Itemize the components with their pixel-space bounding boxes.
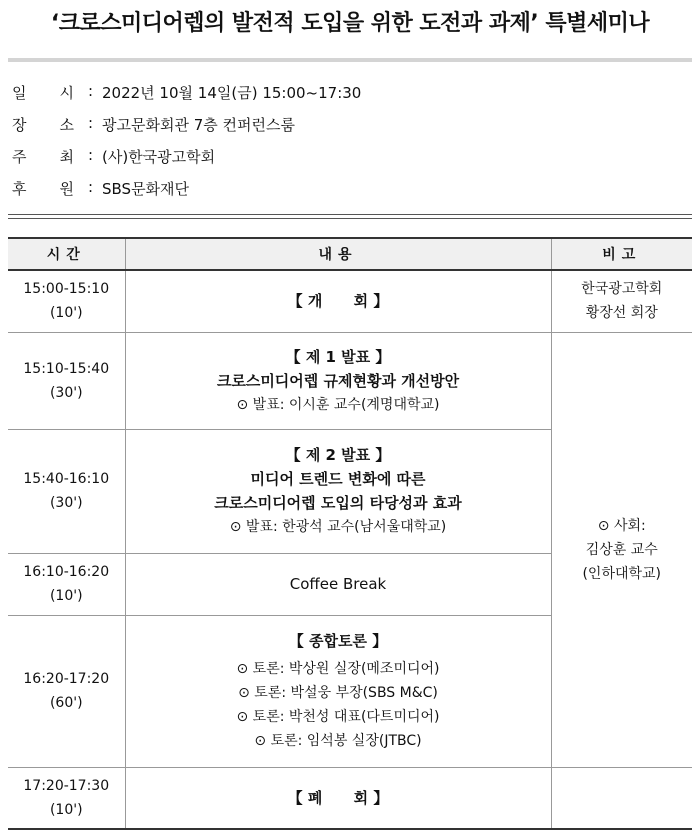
- time-range: 16:20-17:20: [23, 671, 110, 687]
- info-label: 소: [59, 116, 74, 134]
- panelist: ⊙ 토론: 박설웅 부장(SBS M&C): [238, 685, 438, 701]
- duration: (60'): [49, 695, 83, 711]
- note-line: 한국광고학회: [581, 281, 663, 298]
- info-label: 후: [12, 180, 27, 198]
- content-cell: [125, 553, 551, 615]
- info-label: 장: [12, 116, 27, 134]
- table-row: [8, 767, 692, 829]
- table-row: [8, 332, 692, 429]
- info-row-venue: [12, 114, 692, 146]
- time-cell: [8, 332, 125, 429]
- page-title: ‘크로스미디어렙의 발전적 도입을 위한 도전과 과제’ 특별세미나: [50, 11, 650, 36]
- content-cell: [125, 615, 551, 767]
- info-label: 시: [59, 84, 74, 102]
- info-value: 광고문화회관 7층 컨퍼런스룸: [102, 116, 295, 134]
- info-value: (사)한국광고학회: [102, 148, 216, 166]
- time-cell: [8, 429, 125, 553]
- panelist: ⊙ 토론: 임석봉 실장(JTBC): [254, 733, 422, 749]
- duration: (30'): [49, 384, 83, 401]
- session-heading: 【 제 2 발표 】: [285, 446, 391, 464]
- session-topic: 크로스미디어렙 규제현황과 개선방안: [216, 371, 460, 390]
- time-range: 17:20-17:30: [23, 777, 110, 794]
- info-label: 원: [59, 180, 74, 198]
- moderator-line: (인하대학교): [582, 565, 662, 582]
- time-range: 15:40-16:10: [23, 471, 110, 487]
- info-label: 최: [59, 148, 74, 166]
- time-range: 16:10-16:20: [23, 564, 110, 580]
- presenter: ⊙ 발표: 한광석 교수(남서울대학교): [229, 519, 447, 535]
- moderator-cell: [551, 332, 692, 767]
- info-row-date: [12, 82, 692, 114]
- info-row-sponsor: [12, 178, 692, 210]
- content-cell: [125, 270, 551, 332]
- panelist: ⊙ 토론: 박천성 대표(다트미디어): [236, 709, 440, 725]
- divider-line: [8, 214, 692, 215]
- session-heading: 【 폐 회 】: [287, 788, 389, 807]
- moderator-line: ⊙ 사회:: [597, 517, 646, 534]
- info-value: SBS문화재단: [102, 180, 190, 198]
- presenter: ⊙ 발표: 이시훈 교수(계명대학교): [236, 396, 440, 413]
- session-topic: 크로스미디어렙 도입의 타당성과 효과: [214, 494, 462, 512]
- duration: (30'): [49, 495, 83, 511]
- content-cell: [125, 429, 551, 553]
- schedule-table: [8, 237, 692, 830]
- info-label: 주: [12, 148, 27, 166]
- header-time: 시간: [8, 238, 125, 270]
- event-info: [12, 82, 692, 210]
- break-label: Coffee Break: [289, 575, 387, 593]
- time-range: 15:00-15:10: [23, 281, 110, 298]
- time-range: 15:10-15:40: [23, 360, 110, 377]
- info-row-host: [12, 146, 692, 178]
- panelist: ⊙ 토론: 박상원 실장(메조미디어): [236, 661, 440, 677]
- moderator-line: 김상훈 교수: [585, 541, 658, 558]
- note-cell: [551, 767, 692, 829]
- info-value: 2022년 10월 14일(금) 15:00~17:30: [102, 84, 362, 102]
- content-cell: [125, 332, 551, 429]
- time-cell: [8, 270, 125, 332]
- divider-line: [8, 218, 692, 219]
- content-cell: [125, 767, 551, 829]
- note-cell: [551, 270, 692, 332]
- note-line: 황장선 회장: [585, 305, 658, 322]
- session-heading: 【 제 1 발표 】: [285, 347, 391, 366]
- header-note: 비고: [551, 238, 692, 270]
- info-colon: :: [88, 114, 94, 132]
- session-heading: 【 개 회 】: [287, 292, 389, 311]
- session-topic: 미디어 트렌드 변화에 따른: [250, 470, 426, 488]
- info-colon: :: [88, 178, 94, 196]
- time-cell: [8, 615, 125, 767]
- session-heading: 【 종합토론 】: [288, 632, 388, 650]
- table-row: [8, 270, 692, 332]
- header-content: 내용: [125, 238, 551, 270]
- info-colon: :: [88, 82, 94, 100]
- table-header-row: [8, 238, 692, 270]
- time-cell: [8, 767, 125, 829]
- info-colon: :: [88, 146, 94, 164]
- time-cell: [8, 553, 125, 615]
- title-divider: [8, 58, 692, 62]
- duration: (10'): [49, 305, 83, 322]
- duration: (10'): [49, 588, 83, 604]
- duration: (10'): [49, 801, 83, 818]
- info-label: 일: [12, 84, 27, 102]
